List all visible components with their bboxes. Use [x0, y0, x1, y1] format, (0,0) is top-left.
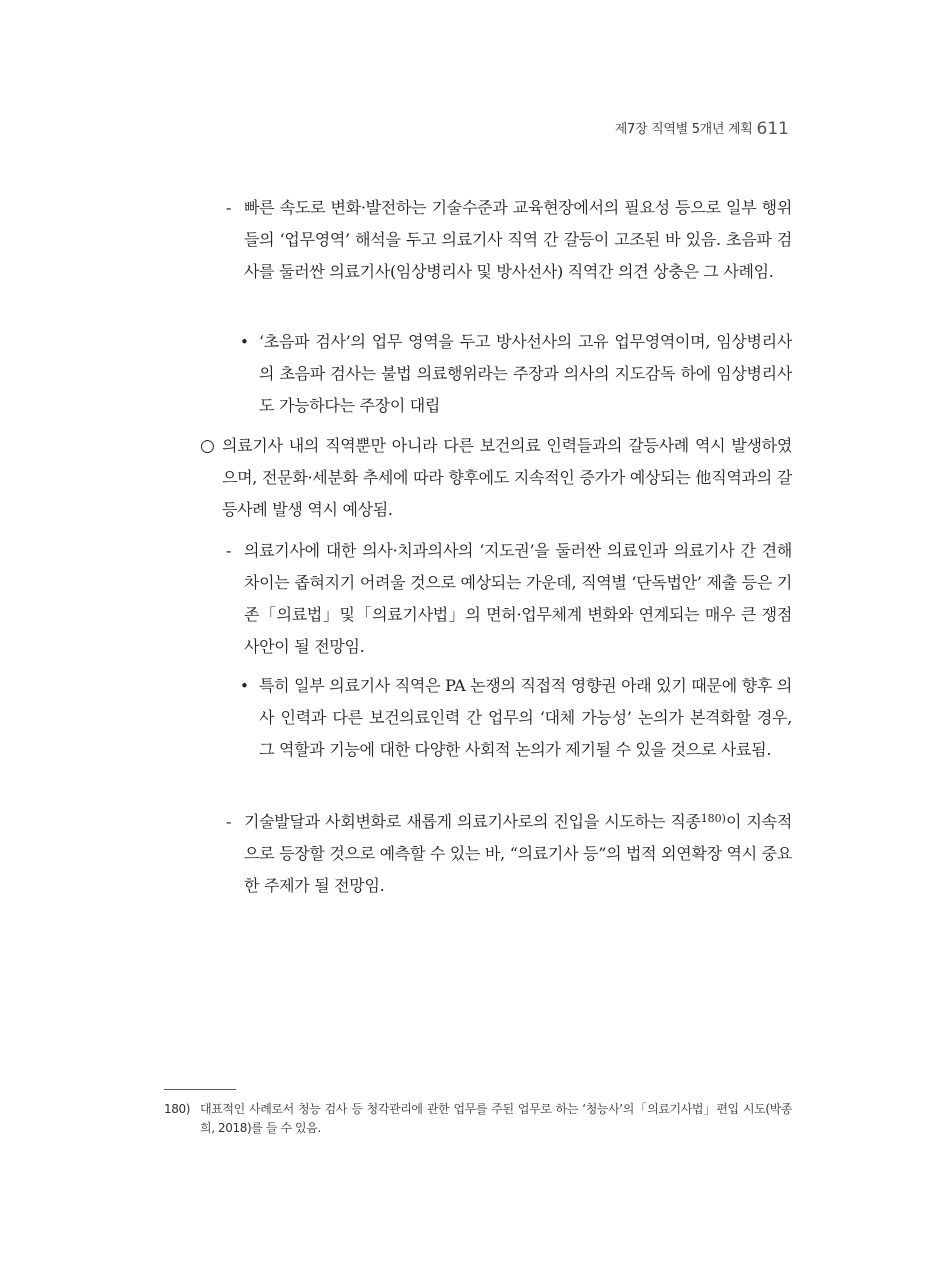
paragraph-text: 특히 일부 의료기사 직역은 PA 논쟁의 직접적 영향권 아래 있기 때문에 향후 의사 인력과 다른 보건의료인력 간 업무의 ‘대체 가능성’ 논의가 본격화할 경우, 그 역할과 기능에 대한 다양한 사회적 논의가 제기될 수 있을 것으로 사료됨.	[259, 676, 792, 759]
bullet-item-1	[240, 326, 792, 422]
chapter-title: 제7장 직역별 5개년 계획	[614, 122, 753, 137]
bullet-marker: •	[240, 333, 249, 351]
footnote-divider	[164, 1089, 236, 1090]
dash-marker: -	[226, 541, 232, 560]
dash-item-2	[226, 535, 792, 663]
dash-item-3	[226, 806, 792, 902]
bullet-item-2	[240, 670, 792, 766]
footnote-number: 180)	[164, 1102, 190, 1116]
running-header	[615, 118, 789, 139]
dash-marker: -	[226, 812, 232, 831]
dash-item-1	[226, 192, 792, 288]
paragraph-text: 의료기사에 대한 의사·치과의사의 ‘지도권’을 둘러싼 의료인과 의료기사 간 견해 차이는 좁혀지기 어려울 것으로 예상되는 가운데, 직역별 ‘단독법안’ 제출 등은 기존「의료법」및「의료기사법」의 면허·업무체계 변화와 연계되는 매우 큰 쟁점사안이 될 전망임.	[244, 541, 792, 656]
footnote-text: 대표적인 사례로서 청능 검사 등 청각관리에 관한 업무를 주된 업무로 하는 ‘청능사’의「의료기사법」편입 시도(박종희, 2018)를 들 수 있음.	[200, 1102, 792, 1135]
circle-item-1	[200, 430, 792, 526]
page-number: 611	[756, 119, 789, 139]
footnote	[164, 1100, 792, 1138]
footnote-reference[interactable]: 180)	[700, 812, 726, 825]
paragraph-text: 의료기사 내의 직역뿐만 아니라 다른 보건의료 인력들과의 갈등사례 역시 발생하였으며, 전문화·세분화 추세에 따라 향후에도 지속적인 증가가 예상되는 他직역과의 갈등사례 발생 역시 예상됨.	[222, 436, 792, 519]
paragraph-text: 빠른 속도로 변화·발전하는 기술수준과 교육현장에서의 필요성 등으로 일부 행위들의 ‘업무영역’ 해석을 두고 의료기사 직역 간 갈등이 고조된 바 있음. 초음파 검사를 둘러싼 의료기사(임상병리사 및 방사선사) 직역간 의견 상충은 그 사례임.	[244, 198, 792, 281]
paragraph-text-after-ref: 이 지속적으로 등장할 것으로 예측할 수 있는 바, “의료기사 등”의 법적 외연확장 역시 중요한 주제가 될 전망임.	[244, 812, 792, 895]
bullet-marker: •	[240, 677, 249, 695]
circle-marker: ○	[200, 436, 215, 456]
dash-marker: -	[226, 198, 232, 217]
paragraph-text-before-ref: 기술발달과 사회변화로 새롭게 의료기사로의 진입을 시도하는 직종	[244, 812, 701, 831]
paragraph-text: ‘초음파 검사’의 업무 영역을 두고 방사선사의 고유 업무영역이며, 임상병리사의 초음파 검사는 불법 의료행위라는 주장과 의사의 지도감독 하에 임상병리사도 가능하다는 주장이 대립	[259, 332, 792, 415]
